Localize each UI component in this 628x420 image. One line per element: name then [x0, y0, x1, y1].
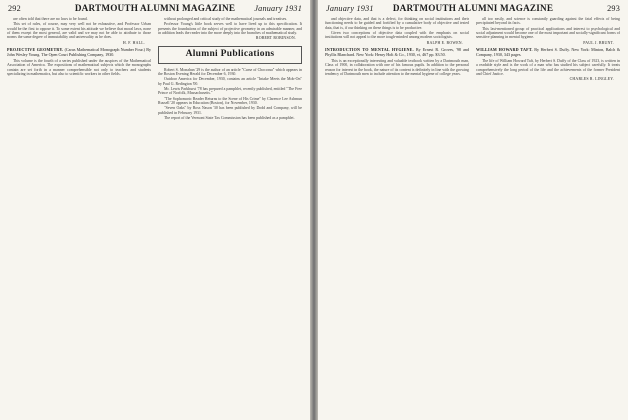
running-header	[8, 4, 302, 16]
note-paragraph: Robert S. Monahan '29 is the author of an article "Curse of Chocorua" which appears in the Boston Evening Herald for December 6, 1930.	[158, 67, 302, 77]
review-heading	[325, 48, 469, 57]
reviewer-signature: CHARLES R. LINGLEY.	[569, 77, 614, 82]
paragraph: This last-mentioned group of practical applications and interest to psychological and social adjustment would become one of the most important and socially-significant forms of sensitive planning in mental hygiene.	[476, 26, 620, 40]
section-heading-box	[158, 46, 302, 64]
paragraph: are often told that there are no laws to be found.	[13, 17, 88, 21]
issue-date: January 1931	[254, 4, 302, 13]
review-details: By Herbert S. Duffy. New York: Minton, Balch & Company, 1930, 343 pages.	[476, 47, 620, 57]
review-title: INTRODUCTION TO MENTAL HYGIENE.	[325, 47, 414, 53]
book-gutter	[310, 0, 318, 420]
reviewer-signature: PAUL J. BRUNT.	[583, 40, 614, 45]
issue-date: January 1931	[326, 4, 374, 13]
review-heading	[7, 48, 151, 57]
note-paragraph: Mr. Lewis Parkhurst '78 has prepared a pamphlet, recently published, entitled "The Free Prince of Norfolk, Massachusetts."	[158, 87, 302, 96]
paragraph: This set of rules, of course, may very well not be exhaustive, and Professor Urban would be the first to oppose it. To some extent his attitude we believe that moral laws, none of them except the most general, are valid and we may not be able to attribute to those norms the same degree of immutability and universality as he does.	[7, 22, 151, 40]
paragraph: without prolonged and critical study of the mathematical journals and treatises.	[164, 17, 288, 21]
note-paragraph: Outdoor America for December, 1930, contains an article "Intake Meets the Mob-On" by Paul G. Redington '00.	[158, 77, 302, 86]
reviewer-signature: H. F. HALL.	[122, 40, 145, 45]
review-title: WILLIAM HOWARD TAFT.	[476, 47, 533, 53]
left-page	[0, 0, 310, 420]
reviewer-signature: RALPH E. BOWEN.	[426, 40, 463, 45]
review-heading	[476, 48, 620, 57]
review-title: PROJECTIVE GEOMETRY.	[7, 47, 64, 53]
section-heading: Alumni Publications	[185, 48, 275, 59]
right-column-a	[325, 17, 469, 417]
right-page	[318, 0, 628, 420]
review-details: (Carus Mathematical Monograph Number Four.) By John Wesley Young. The Open Court Publishing Company, 1930.	[7, 47, 151, 57]
review-details: By Ernest R. Groves, '98 and Phyllis Blanchard. New York: Henry Holt & Co., 1930, vi, 467 pp. $3.50.	[325, 47, 469, 57]
paragraph: The life of William Howard Taft, by Herbert S. Duffy of the Class of 1923, is written in a readable style and is the work of a man who has studied his subject carefully. It treats comprehensively the long period of the life and the achievements of the former President and Chief Justice.	[476, 59, 620, 77]
paragraph: Given two conceptions of objective data coupled with the emphasis on social institutions will not appeal to the more tough-minded among modern sociologists.	[325, 31, 469, 40]
magazine-title: DARTMOUTH ALUMNI MAGAZINE	[74, 3, 236, 13]
note-paragraph: "The Sophomoric Reader Returns to the Scene of His Crime" by Clarence Lee Ashmun Russell '20 appears in Education (Boston), for November, 1930.	[158, 96, 302, 106]
paragraph: Professor Young's little book serves well to have lived up to this specification. It presents the foundations of the subject of projective geometry in an admirable manner, and in addition leads the reader into the more deeply into the branches of mathematical study.	[158, 22, 302, 36]
running-header	[326, 4, 620, 16]
paragraph: This is an exceptionally interesting and valuable textbook written by a Dartmouth man, Class of 1900, in collaboration with one of his famous pupils. In addition to the personal reason for interest in the book, the nature of its content is definitely in line with the growing tendency of Dartmouth men to include attention to the mental hygiene of college years.	[325, 59, 469, 77]
left-column-a	[7, 17, 151, 417]
magazine-title: DARTMOUTH ALUMNI MAGAZINE	[392, 3, 554, 13]
paragraph: all too easily, and science is constantly guarding against the fatal effects of being precipitated beyond its facts.	[476, 17, 620, 26]
note-paragraph: The report of the Vermont State Tax Commission has been published as a pamphlet.	[164, 116, 295, 121]
right-column-b	[476, 17, 620, 417]
reviewer-signature: ROBERT ROBINSON.	[255, 36, 296, 41]
page-number: 292	[8, 4, 21, 13]
paragraph: This volume is the fourth of a series published under the auspices of the Mathematical Association of America. The expositions of mathematical subjects which the monographs contain are set forth in a manner comprehensible not only to teachers and students specializing in mathematics, but also to scientific workers in other fields.	[7, 59, 151, 77]
left-column-b	[158, 17, 302, 417]
page-number: 293	[607, 4, 620, 13]
note-paragraph: "Seven Oaks" by Ross Nason '30 has been published by Dodd and Company, will be published in February 1931.	[158, 106, 302, 115]
paragraph: and objective data, and that is a defect, for thinking on social institutions and their functioning needs to be guided and fortified by a cumulative body of objective and tested data, that is, if our thinking on these things is to be productive.	[325, 17, 469, 30]
